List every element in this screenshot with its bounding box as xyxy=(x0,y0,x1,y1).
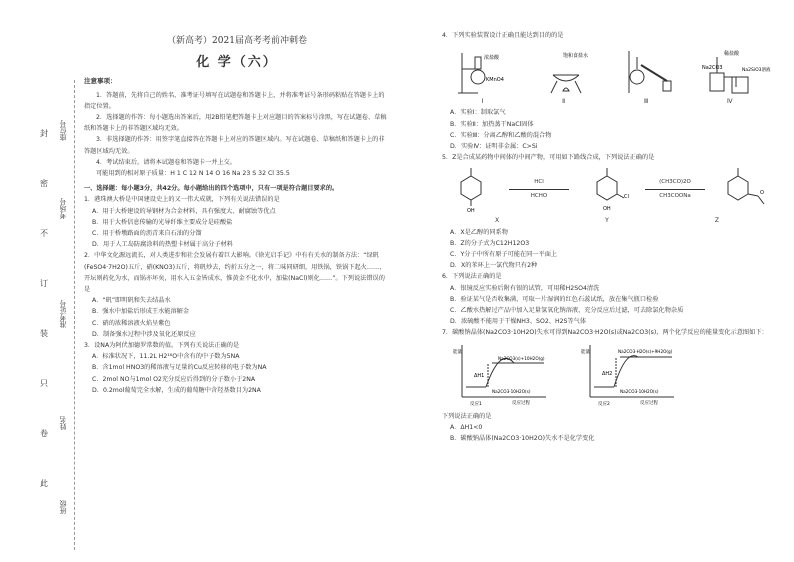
binding-char: 不 xyxy=(40,229,48,238)
apparatus-3-figure xyxy=(619,47,677,95)
binding-char: 只 xyxy=(40,379,48,388)
reaction-arrow-2 xyxy=(645,177,705,202)
binding-char: 订 xyxy=(40,279,48,288)
molecule-x-structure xyxy=(442,166,500,215)
binding-char: 装 xyxy=(40,329,48,338)
binding-char: 封 xyxy=(40,129,48,138)
question-stem: 4．下列实验装置设计正确且能达到目的的是 xyxy=(442,32,564,39)
option: C．用于桥墩路面的沥青来自石油的分馏 xyxy=(92,230,202,238)
apparatus-4-label-b: Na2CO3 xyxy=(701,65,723,72)
diagram-caption: 反应1 xyxy=(470,401,482,407)
apparatus-2-figure xyxy=(537,47,595,95)
apparatus-figures xyxy=(442,43,772,95)
figure-label: Ⅰ xyxy=(481,98,484,106)
option: A．标准状况下，11.2L H2¹⁸O中含有的中子数为5NA xyxy=(92,353,240,361)
note-item: 1．答题前，先将自己的姓名、准考证号填写在试题卷和答题卡上，并将准考证号条形码粘贴在答题卡上的指定位置。 xyxy=(84,91,385,110)
option: C．2mol NO与1mol O2充分反应后得到的分子数小于2NA xyxy=(92,375,256,383)
option: D．用于人工岛防腐涂料的热塑卡材属于高分子材料 xyxy=(92,241,233,249)
option: B．验证某气是否收集满，可取一片湿润的红色石蕊试纸，放在集气瓶口检验 xyxy=(450,295,659,303)
notes-heading: 注意事项： xyxy=(84,77,117,86)
apparatus-1-figure xyxy=(454,47,512,95)
option: A．实验Ⅰ：制取氯气 xyxy=(450,109,506,117)
option: D．制备强水过程中涉及氧化还原反应 xyxy=(92,330,196,338)
x-axis-label: 反应过程 xyxy=(512,400,530,406)
diagram-caption: 反应2 xyxy=(598,401,610,407)
binding-dashed-line xyxy=(74,80,75,550)
option: B．Z的分子式为C12H12O3 xyxy=(450,239,530,247)
option: A．ΔH1<0 xyxy=(450,423,483,431)
admission-number-field: 准考证号 xyxy=(59,300,67,328)
question-stem: 7．碳酸钠晶体(Na2CO3·10H2O)失水可得到Na2CO3·H2O(s)或Na2CO3(s)，两个化学反应的能量变化示意图如下： xyxy=(442,329,768,337)
apparatus-4-figure xyxy=(701,47,771,95)
exam-room-field: 考场号 xyxy=(59,198,67,219)
option: A．X是乙醇的同系物 xyxy=(450,228,508,236)
apparatus-labels xyxy=(442,96,772,107)
enthalpy-label: ΔH2 xyxy=(602,370,613,377)
note-item: 3．非选择题的作答：用签字笔直接答在答题卡上对应的答题区域内。写在试题卷、草稿纸和答题卡上的非答题区域均无效。 xyxy=(84,136,385,155)
molecule-z-structure xyxy=(714,166,772,212)
left-column xyxy=(84,30,390,396)
option: A．银镜反应实验后附有银的试管，可用稀H2SO4清洗 xyxy=(450,284,600,292)
y-axis-label: 能量 xyxy=(453,349,462,355)
option: A．用于大桥建设的导钢材为合金材料，具有强度大、耐腐蚀等优点 xyxy=(92,207,276,215)
reagent: CH3COONa xyxy=(659,192,691,199)
level-label: Na2CO3·H2O(s)+9H2O(g) xyxy=(618,348,673,354)
option: B．碳酸钠晶体(Na2CO3·10H2O)失水不是化学变化 xyxy=(450,435,595,443)
option: B．强水中加盐后形成王水能溶解金 xyxy=(92,308,190,316)
enthalpy-label: ΔH1 xyxy=(474,372,485,379)
option: C．硝的浓稀溶液火焰呈紫色 xyxy=(92,319,171,327)
svg-text:O: O xyxy=(760,190,764,197)
apparatus-2-label: 饱和食盐水 xyxy=(562,53,588,60)
svg-text:OH: OH xyxy=(467,208,475,215)
option: D．浓硫酸不能用于干燥NH3、SO2、H2S等气体 xyxy=(450,318,587,326)
figure-label: Ⅲ xyxy=(643,98,649,106)
synthesis-route xyxy=(442,165,772,213)
molecule-label: Z xyxy=(714,217,719,225)
reagent: HCl xyxy=(534,178,544,185)
binding-strip xyxy=(14,80,70,550)
question-stem: 2．中华文化源远流长，对人类进步和社会发展有着巨大影响。《徐光启手记》中有有关水的制备方法：“绿矾(FeSO4·7H2O)五斤，硝(KNO3)五斤，将矾炒去，约折五分之一，将二味同研细，用铁锅，铁锅下起火……，开坛则药化为水，而锅亦坏矣，用水入五金皆成水，惟黄金不化水中，加盐(NaCl)则化……”。下列说法错误的是 xyxy=(84,252,386,294)
option: D．实验Ⅳ：证明非金属：C>Si xyxy=(450,143,538,151)
seat-number-field: 座位号 xyxy=(59,120,67,141)
molecule-y-structure xyxy=(578,166,636,212)
atomic-masses: 可能用到的相对原子质量：H 1 C 12 N 14 O 16 Na 23 S 32 Cl 35.5 xyxy=(96,170,290,178)
energy-diagram-2 xyxy=(580,341,680,407)
name-field: 姓名 xyxy=(59,416,67,430)
molecule-label: X xyxy=(495,217,500,225)
binding-char: 此 xyxy=(40,479,48,488)
binding-char: 卷 xyxy=(40,429,48,438)
right-column xyxy=(442,30,772,444)
option: B．实验Ⅱ：加热蒸干NaCl固体 xyxy=(450,120,534,128)
level-label: Na2CO3·10H2O(s) xyxy=(620,388,659,394)
question-stem: 1．港珠澳大桥是中国建设史上的又一伟大成就，下列有关说法错误的是 xyxy=(84,196,280,204)
svg-text:OH: OH xyxy=(603,206,611,213)
apparatus-4-label-a: 稀盐酸 xyxy=(723,51,739,58)
option: C．实验Ⅲ：分离乙醇和乙酸的混合物 xyxy=(450,131,552,139)
subject-title: 化 学（六） xyxy=(196,55,278,71)
apparatus-1-label-b: KMnO4 xyxy=(486,77,505,84)
option: D．0.2mol葡萄完全水解，生成的葡萄糖中含羟基数目为2NA xyxy=(92,386,261,394)
y-axis-label: 能量 xyxy=(581,349,590,355)
note-item: 4．考试结束后，请将本试题卷和答题卡一并上交。 xyxy=(96,158,237,166)
level-label: Na2CO3·10H2O(s) xyxy=(492,388,531,394)
class-field: 班级 xyxy=(59,500,67,514)
option: C．Y分子中所有原子可能在同一平面上 xyxy=(450,251,558,259)
figure-label: Ⅱ xyxy=(562,98,566,106)
molecule-labels xyxy=(442,215,772,226)
option: C．乙酸水热解过产品中加入足量氢氧化钠溶液，充分反应后过滤，可去除氯化物杂质 xyxy=(450,307,684,315)
svg-text:Cl: Cl xyxy=(624,194,629,201)
x-axis-label: 反应过程 xyxy=(640,400,658,406)
molecule-label: Y xyxy=(605,217,609,225)
reagent: (CH3CO)2O xyxy=(659,178,691,185)
question-stem: 6．下列说法正确的是 xyxy=(442,273,502,281)
apparatus-4-label-c: Na2SiO3溶液 xyxy=(741,68,771,74)
energy-diagram-1 xyxy=(452,341,552,407)
binding-char: 密 xyxy=(40,179,48,188)
option: B．用于大桥信息传输的光导纤维主要成分是硅酸盐 xyxy=(92,218,233,226)
apparatus-1-label-a: 浓盐酸 xyxy=(484,55,500,62)
question-stem: 3．设NA为阿伏加德罗常数的值。下列有关说法正确的是 xyxy=(84,342,240,350)
reagent: HCHO xyxy=(530,192,548,199)
note-item: 2．选择题的作答：每小题选出答案后，用2B铅笔把答题卡上对应题目的答案标号涂黑，写在试题卷、草稿纸和答题卡上的非答题区域均无效。 xyxy=(84,114,387,133)
figure-label: Ⅳ xyxy=(726,98,733,106)
option: D．X的苯环上一氯代物只有2种 xyxy=(450,262,538,270)
exam-title: （新高考）2021届高考考前冲刺卷 xyxy=(167,36,307,46)
question-stem: 5．Z是合成某药物中间体的中间产物，可用如下路线合成，下列说法正确的是 xyxy=(442,154,655,162)
energy-diagrams xyxy=(452,341,772,407)
option: A．“矾”即明矾和失去结晶水 xyxy=(92,297,171,305)
option: B．含1mol HNO3的稀溶液与足量的Cu反应转移的电子数为NA xyxy=(92,364,267,372)
section-heading: 一、选择题：每小题3分，共42分。每小题给出的四个选项中，只有一项是符合题目要求的。 xyxy=(84,185,339,193)
question-prompt: 下列说法正确的是 xyxy=(442,412,492,420)
level-label: Na2CO3(s)+10H2O(g) xyxy=(498,355,545,361)
reaction-arrow-1 xyxy=(509,177,569,202)
